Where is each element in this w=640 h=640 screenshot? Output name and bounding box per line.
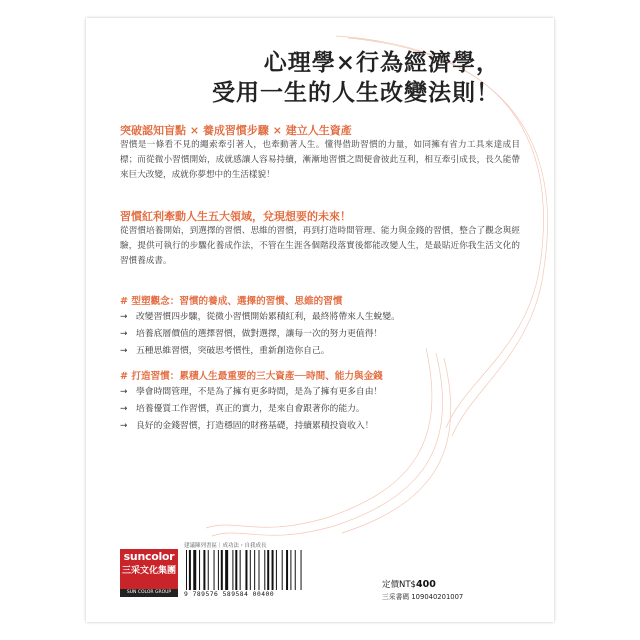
barcode-bar <box>232 550 233 590</box>
barcode-bar <box>282 550 283 590</box>
barcode-number: 9 789576 589584 00400 <box>184 591 275 598</box>
logo-chinese-name: 三采文化集團 <box>121 566 176 576</box>
barcode-bar <box>208 550 209 590</box>
list-item: → 良好的金錢習慣，打造穩固的財務基礎，持續累積投資收入！ <box>120 418 520 435</box>
barcode <box>184 550 342 590</box>
barcode-bar <box>193 550 196 590</box>
price-label: 定價NT$ <box>382 580 416 590</box>
list-item: → 學會時間管理，不是為了擁有更多時間，是為了擁有更多自由！ <box>120 384 520 401</box>
barcode-bar <box>199 550 200 590</box>
section-4-title: # 打造習慣：累積人生最重要的三大資產──時間、能力與金錢 <box>120 371 383 382</box>
barcode-bar <box>218 550 219 590</box>
barcode-bar <box>240 550 241 590</box>
section-2-body: 從習慣培養開始，到選擇的習慣、思維的習慣，再到打造時間管理、能力與金錢的習慣，整合了觀念與經驗，提供可執行的步驟化養成作法，不管在生涯各個階段落實後都能改變人生，是最貼近你我生活文化的習慣養成書。 <box>120 226 520 266</box>
barcode-bar <box>286 550 288 590</box>
arrow-icon: → <box>120 421 128 431</box>
logo-group-name: SUN COLOR GROUP <box>120 589 178 597</box>
barcode-bar <box>264 550 265 590</box>
barcode-bar <box>259 550 260 590</box>
barcode-bar <box>189 550 191 590</box>
barcode-bar <box>245 550 247 590</box>
arrow-icon: → <box>120 312 128 322</box>
price <box>382 578 436 590</box>
barcode-bar <box>272 550 274 590</box>
list-item: → 培養底層價值的選擇習慣，做對選擇，讓每一次的努力更值得！ <box>120 326 520 343</box>
arrow-icon: → <box>120 387 128 397</box>
barcode-bar <box>221 550 223 590</box>
barcode-bar <box>276 550 277 590</box>
barcode-bar <box>186 550 187 590</box>
section-1-title: 突破認知盲點 × 養成習慣步驟 × 建立人生資產 <box>120 124 352 137</box>
arrow-icon: → <box>120 329 128 339</box>
barcode-bar <box>267 550 269 590</box>
headline <box>120 48 500 108</box>
barcode-bar <box>214 550 215 590</box>
section-3-list <box>120 309 520 360</box>
section-1-body: 習慣是一條看不見的繩索牽引著人，也牽動著人生。懂得借助習慣的力量，如同擁有省力工具來達成目標；而從微小習慣開始，成就感讓人容易持續，漸漸地習慣之間便會彼此互利，相互牽引成長，長久能帶來巨大改變，成就你夢想中的生活樣貌！ <box>120 140 520 180</box>
book-code: 三采書碼 109040201007 <box>382 593 464 601</box>
barcode-bar <box>295 550 296 590</box>
price-value: 400 <box>415 579 436 590</box>
section-3-title: # 型塑觀念：習慣的養成、選擇的習慣、思維的習慣 <box>120 296 343 307</box>
section-4-list <box>120 384 520 435</box>
barcode-bar <box>250 550 251 590</box>
arrow-icon: → <box>120 346 128 356</box>
list-item: → 培養優質工作習慣，真正的實力，是來自會跟著你的能力。 <box>120 401 520 418</box>
publisher-logo <box>120 549 178 589</box>
barcode-bar <box>290 550 291 590</box>
headline-line-2: 受用一生的人生改變法則！ <box>212 79 500 106</box>
logo-wordmark: suncolor <box>123 550 175 563</box>
book-back-cover <box>86 18 554 622</box>
cover-footer <box>86 538 554 622</box>
section-2-title: 習慣紅利牽動人生五大領域，兌現想要的未來！ <box>120 210 351 223</box>
shelf-category: 建議陳列書區｜成功法・自我成長 <box>184 543 267 549</box>
list-item: → 改變習慣四步驟，從微小習慣開始累積紅利，最終將帶來人生蛻變。 <box>120 309 520 326</box>
headline-line-1: 心理學×行為經濟學， <box>263 49 500 76</box>
barcode-bar <box>235 550 237 590</box>
barcode-bar <box>203 550 205 590</box>
barcode-bar <box>254 550 255 590</box>
barcode-bar <box>301 550 302 590</box>
barcode-bar <box>225 550 228 590</box>
list-item: → 五種思維習慣，突破思考慣性，重新創造你自己。 <box>120 343 520 360</box>
arrow-icon: → <box>120 404 128 414</box>
